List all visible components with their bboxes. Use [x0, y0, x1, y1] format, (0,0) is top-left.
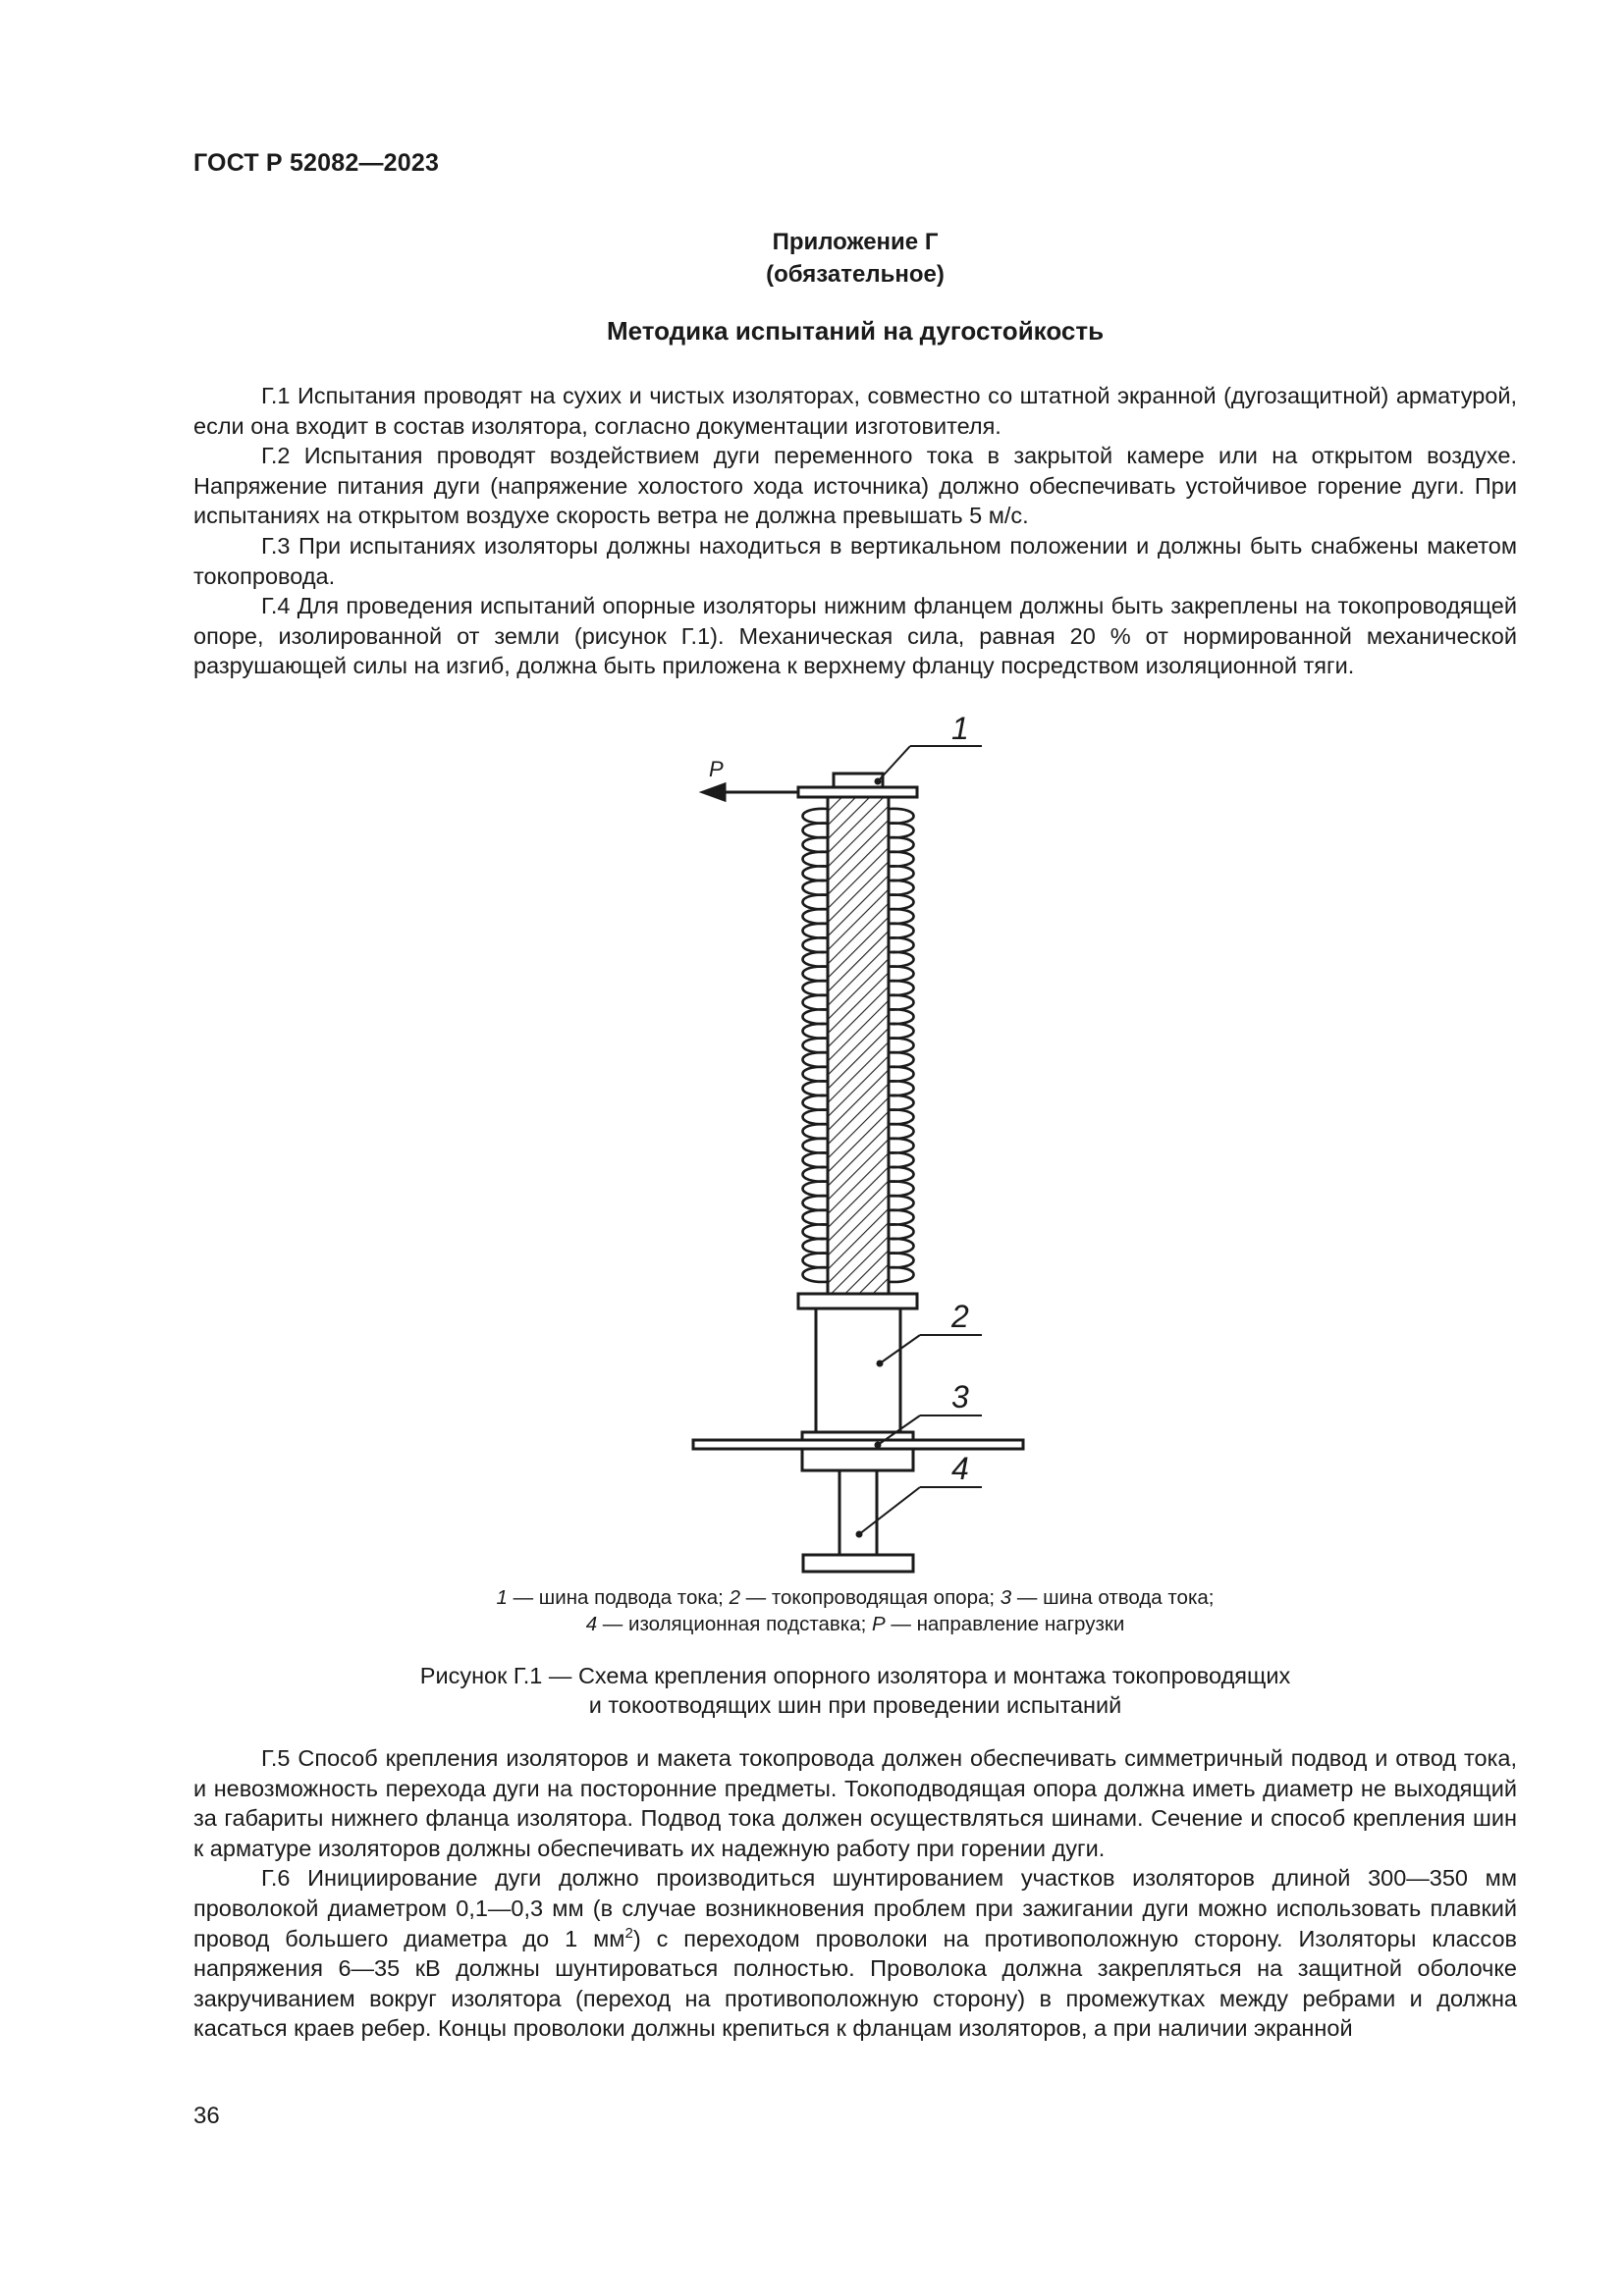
legend-text-2: — токопроводящая опора; — [739, 1586, 1001, 1609]
legend-text-p: — направление нагрузки — [885, 1613, 1125, 1635]
callout-1: 1 — [951, 711, 969, 746]
legend-text-3: — шина отвода тока; — [1011, 1586, 1215, 1609]
section-title: Методика испытаний на дугостойкость — [606, 316, 1105, 346]
insulator-sheds-left — [803, 809, 829, 1282]
document-header: ГОСТ Р 52082—2023 — [193, 149, 440, 177]
force-label: P — [709, 757, 724, 781]
paragraph-g6-superscript: 2 — [624, 1924, 633, 1942]
legend-text-1: — шина подвода тока; — [507, 1586, 730, 1609]
caption-line-1: Рисунок Г.1 — Схема крепления опорного изолятора и монтажа токопроводящих — [419, 1663, 1291, 1688]
paragraph-g3: Г.3 При испытаниях изоляторы должны находиться в вертикальном положении и должны быть снабжены макетом токопровода. — [193, 532, 1517, 589]
force-arrow-head — [703, 784, 725, 800]
figure-caption — [193, 1661, 1517, 1720]
legend-line-2 — [193, 1611, 1517, 1637]
annex-status: (обязательное) — [766, 261, 945, 288]
legend-num-4: 4 — [585, 1613, 598, 1635]
insulating-stand — [839, 1470, 877, 1555]
callout-2: 2 — [951, 1299, 969, 1334]
annex-title: Приложение Г — [772, 229, 939, 255]
legend-line-1 — [193, 1584, 1517, 1611]
stand-top-flange — [802, 1449, 913, 1470]
lower-flange — [798, 1294, 917, 1308]
leader-dot-3 — [875, 1442, 882, 1449]
leader-dot-2 — [877, 1361, 884, 1367]
legend-num-2: 2 — [729, 1586, 740, 1609]
leader-dot-1 — [875, 778, 882, 785]
bottom-paragraphs — [193, 1743, 1517, 2044]
paragraph-g2: Г.2 Испытания проводят воздействием дуги переменного тока в закрытой камере или на открытом воздухе. Напряжение питания дуги (напряжение холостого хода источника) должно обеспечивать устойчивое горение дуги. При испытаниях на открытом воздухе скорость ветра не должна превышать 5 м/с. — [193, 443, 1517, 529]
paragraph-g6-part1: Г.6 Инициирование дуги должно производиться шунтированием участков изоляторов длиной 300—350 мм проволокой диаметром 0,1—0,3 мм (в случае возникновения проблем при зажигании дуги можно использовать плавкий провод большего диаметра до 1 мм — [193, 1865, 1517, 1951]
legend-num-3: 3 — [1000, 1586, 1012, 1609]
stand-base — [803, 1555, 913, 1572]
paragraph-g1: Г.1 Испытания проводят на сухих и чистых изоляторах, совместно со штатной экранной (дугозащитной) арматурой, если она входит в состав изолятора, согласно документации изготовителя. — [193, 383, 1517, 439]
legend-num-p: P — [872, 1613, 886, 1635]
legend-num-1: 1 — [496, 1586, 508, 1609]
legend-text-4: — изоляционная подставка; — [597, 1613, 872, 1635]
paragraph-g6 — [193, 1863, 1517, 2044]
callout-4: 4 — [951, 1451, 969, 1486]
paragraph-g6-part2: ) с переходом проволоки на противоположную сторону. Изоляторы классов напряжения 6—35 кВ должны шунтироваться полностью. Проволока должна закрепляться на защитной оболочке закручиванием вокруг изолятора (переход на противоположную сторону) в промежутках между ребрами и должна касаться краев ребер. Концы проволоки должны крепиться к фланцам изоляторов, а при наличии экранной — [193, 1925, 1517, 2042]
leader-dot-4 — [856, 1531, 863, 1538]
paragraph-g5: Г.5 Способ крепления изоляторов и макета токопровода должен обеспечивать симметричный подвод и отвод тока, и невозможность перехода дуги на посторонние предметы. Токоподводящая опора должна иметь диаметр не выходящий за габариты нижнего фланца изолятора. Подвод тока должен осуществляться шинами. Сечение и способ крепления шин к арматуре изоляторов должны обеспечивать их надежную работу при горении дуги. — [193, 1745, 1517, 1861]
conducting-support — [816, 1308, 900, 1432]
insulator-sheds-right — [889, 809, 914, 1282]
page-number: 36 — [193, 2103, 220, 2129]
caption-line-2: и токоотводящих шин при проведении испытаний — [588, 1692, 1122, 1718]
callout-3: 3 — [951, 1379, 969, 1415]
insulator-core — [828, 797, 889, 1294]
leader-1 — [878, 746, 910, 781]
figure-legend — [193, 1584, 1517, 1637]
paragraph-g4: Г.4 Для проведения испытаний опорные изоляторы нижним фланцем должны быть закреплены на токопроводящей опоре, изолированной от земли (рисунок Г.1). Механическая сила, равная 20 % от нормированной механической разрушающей силы на изгиб, должна быть приложена к верхнему фланцу посредством изоляционной тяги. — [193, 593, 1517, 679]
